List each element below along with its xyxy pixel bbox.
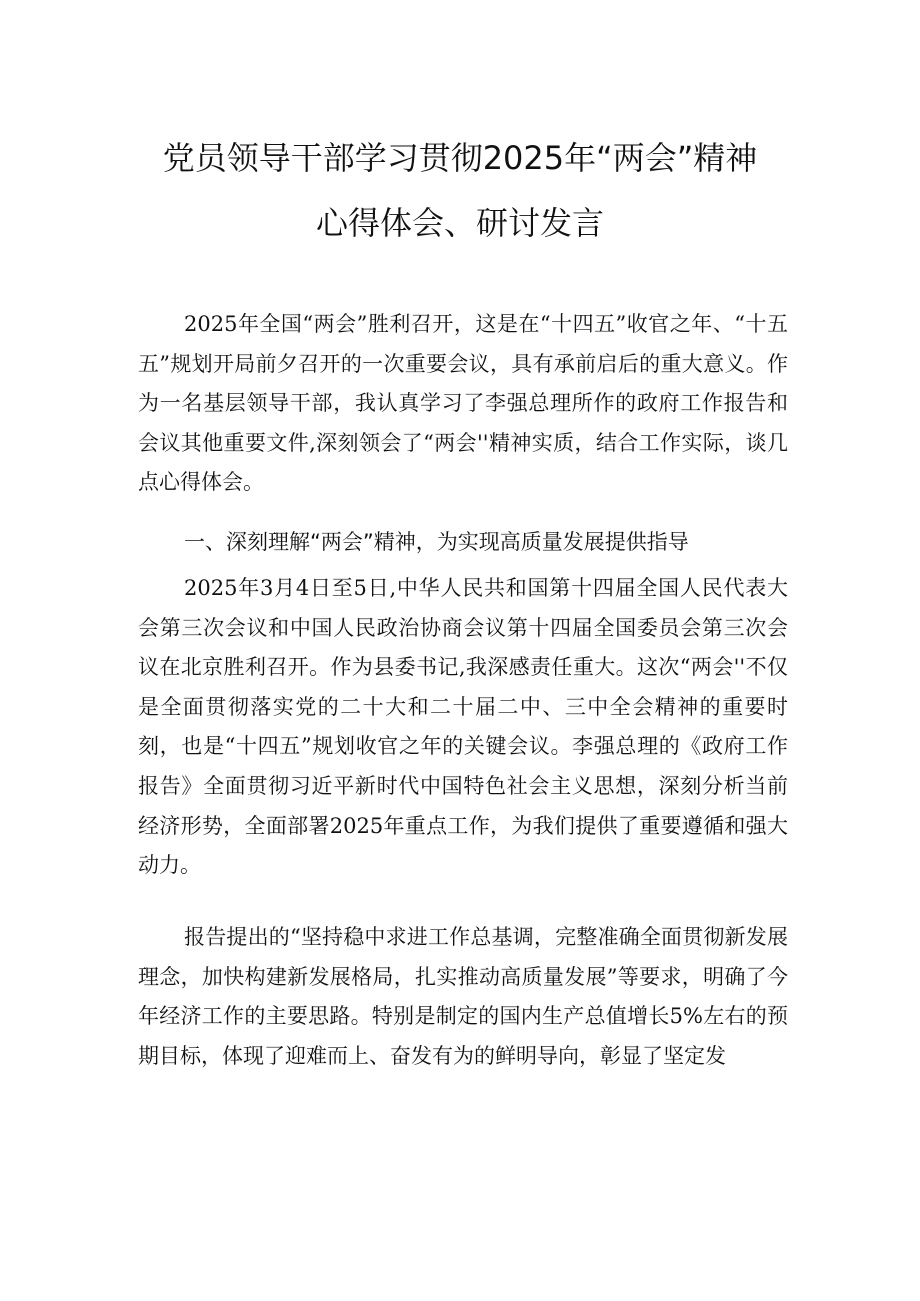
paragraph-section-1-b: 报告提出的“坚持稳中求进工作总基调，完整准确全面贯彻新发展理念，加快构建新发展格局，扎实推动高质量发展”等要求，明确了今年经济工作的主要思路。特别是制定的国内生产总值增长5%左右的预期目标，体现了迎难而上、奋发有为的鲜明导向，彰显了坚定发 <box>138 925 788 1068</box>
paragraph-section-1-a: 2025年3月4日至5日,中华人民共和国第十四届全国人民代表大会第三次会议和中国人民政治协商会议第十四届全国委员会第三次会议在北京胜利召开。作为县委书记,我深感责任重大。这次“两会''不仅是全面贯彻落实党的二十大和二十届二中、三中全会精神的重要时刻，也是“十四五”规划收官之年的关键会议。李强总理的《政府工作报告》全面贯彻习近平新时代中国特色社会主义思想，深刻分析当前经济形势，全面部署2025年重点工作，为我们提供了重要遵循和强大动力。 <box>138 576 788 878</box>
paragraph-intro: 2025年全国“两会”胜利召开，这是在“十四五”收官之年、“十五五”规划开局前夕召开的一次重要会议，具有承前启后的重大意义。作为一名基层领导干部，我认真学习了李强总理所作的政府工作报告和会议其他重要文件,深刻领会了“两会''精神实质，结合工作实际，谈几点心得体会。 <box>138 312 788 495</box>
document-title-line-1: 党员领导干部学习贯彻2025年“两会”精神 <box>162 139 758 177</box>
document-title-line-2: 心得体会、研讨发言 <box>315 204 604 242</box>
section-heading-1: 一、深刻理解“两会”精神，为实现高质量发展提供指导 <box>184 530 689 554</box>
